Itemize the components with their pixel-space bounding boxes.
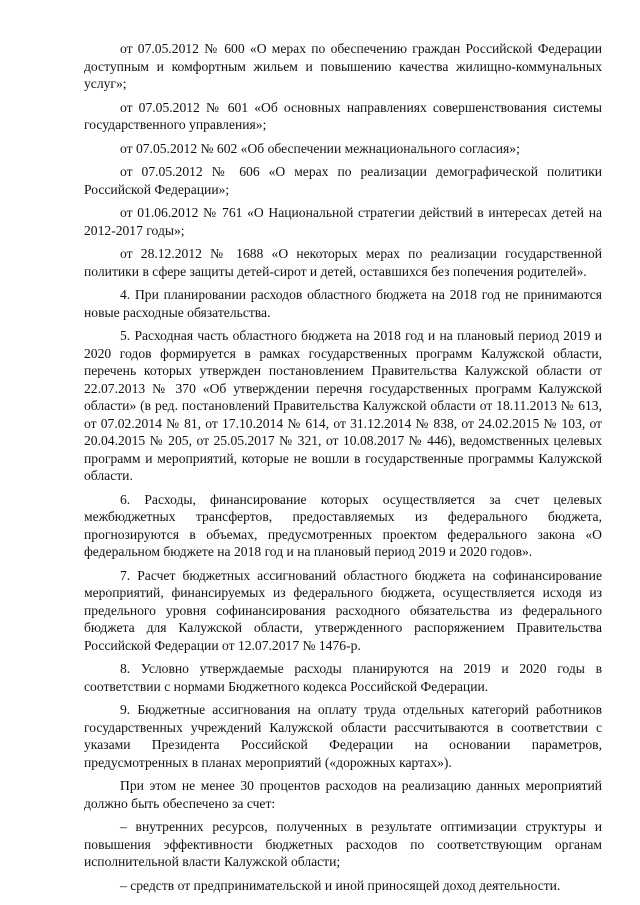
clause-9: 9. Бюджетные ассигнования на оплату труда отдельных категорий работников государственных учреждений Калужской области рассчитываются в соответствии с указами Президента Российской Федерации на основании параметров, предусмотренных в планах мероприятий («дорожных картах»). xyxy=(84,702,602,770)
clause-5: 5. Расходная часть областного бюджета на 2018 год и на плановый период 2019 и 2020 годов формируется в рамках государственных программ Калужской области, перечень которых утвержден постановлением Правительства Калужской области от 22.07.2013 № 370 «Об утверждении перечня государственных программ Калужской области» (в ред. постановлений Правительства Калужской области от 18.11.2013 № 613, от 07.02.2014 № 81, от 17.10.2014 № 614, от 31.12.2014 № 838, от 24.02.2015 № 103, от 20.04.2015 № 205, от 25.05.2017 № 321, от 10.08.2017 № 446), ведомственных целевых программ и мероприятий, которые не вошли в государственные программы Калужской области. xyxy=(84,328,602,483)
decree-601: от 07.05.2012 № 601 «Об основных направлениях совершенствования системы государственного управления»; xyxy=(84,99,602,132)
decree-600: от 07.05.2012 № 600 «О мерах по обеспечению граждан Российской Федерации доступным и комфортным жильем и повышению качества жилищно-коммунальных услуг»; xyxy=(84,41,602,91)
clause-8: 8. Условно утверждаемые расходы планируются на 2019 и 2020 годы в соответствии с нормами Бюджетного кодекса Российской Федерации. xyxy=(84,661,602,694)
clause-6: 6. Расходы, финансирование которых осуществляется за счет целевых межбюджетных трансфертов, предоставляемых из федерального бюджета, прогнозируются в объемах, предусмотренных проектом федерального закона «О федеральном бюджете на 2018 год и на плановый период 2019 и 2020 годов». xyxy=(84,491,602,559)
clause-9-bullet-2: – средств от предпринимательской и иной приносящей доход деятельности. xyxy=(120,877,561,893)
decree-1688: от 28.12.2012 № 1688 «О некоторых мерах по реализации государственной политики в сфере защиты детей-сирот и детей, оставшихся без попечения родителей». xyxy=(84,246,602,279)
decree-606: от 07.05.2012 № 606 «О мерах по реализации демографической политики Российской Федерации»; xyxy=(84,164,602,197)
clause-9-bullet-1: – внутренних ресурсов, полученных в результате оптимизации структуры и повышения эффективности бюджетных расходов по соответствующим органам исполнительной власти Калужской области; xyxy=(84,819,602,869)
clause-7: 7. Расчет бюджетных ассигнований областного бюджета на софинансирование мероприятий, финансируемых из федерального бюджета, осуществляется исходя из предельного уровня софинансирования расходного обязательства из федерального бюджета для Калужской области, утвержденного распоряжением Правительства Российской Федерации от 12.07.2017 № 1476-р. xyxy=(84,567,602,653)
decree-602: от 07.05.2012 № 602 «Об обеспечении межнационального согласия»; xyxy=(120,140,520,156)
clause-9-note: При этом не менее 30 процентов расходов на реализацию данных мероприятий должно быть обеспечено за счет: xyxy=(84,778,602,811)
clause-4: 4. При планировании расходов областного бюджета на 2018 год не принимаются новые расходные обязательства. xyxy=(84,287,602,320)
decree-761: от 01.06.2012 № 761 «О Национальной стратегии действий в интересах детей на 2012-2017 годы»; xyxy=(84,205,602,238)
